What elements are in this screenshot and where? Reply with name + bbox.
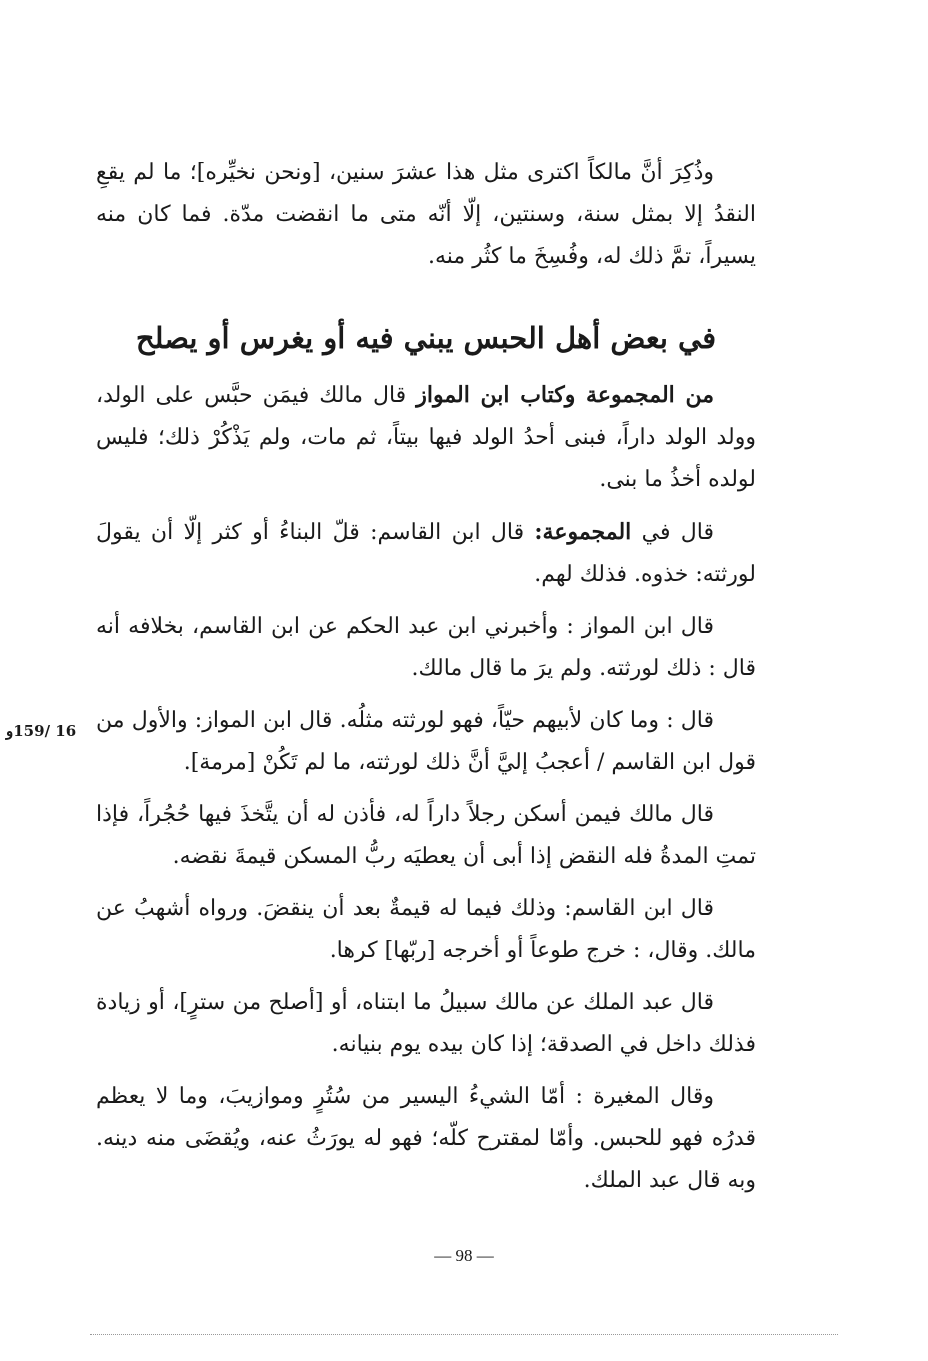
text-section-top [96,152,756,278]
page-number: — 98 — [434,1246,494,1265]
paragraph-7: قال ابن القاسم: وذلك فيما له قيمةٌ بعد أن ينقضَ. ورواه أشهبُ عن مالك. وقال، : خرج طوعاً أو أخرجه [ربّها] كرها. [96,896,756,963]
paragraph-5: قال : وما كان لأبيهم حيّاً، فهو لورثته مثلُه. قال ابن المواز: والأول من قول ابن القاسم / أعجبُ إليَّ أنَّ ذلك لورثته، ما لم تَكُنْ [مرمة]. [96,708,756,775]
paragraph-8: قال عبد الملك عن مالك سبيلُ ما ابتناه، أو [أصلح من سترٍ]، أو زيادة فذلك داخل في الصدقة؛ إذا كان بيده يوم بنيانه. [96,990,756,1057]
paragraph-1: وذُكِرَ أنَّ مالكاً اكترى مثل هذا عشرَ سنين، [ونحن نخيِّره]؛ ما لم يقعِ النقدُ إلا بمثل سنة، وسنتين، إلّا أنّه متى ما انقضت مدّة. فما كان منه يسيراً، تمَّ ذلك له، وفُسِخَ ما كثُر منه. [96,160,756,269]
source-reference: من المجموعة وكتاب ابن المواز [416,382,714,408]
paragraph-3 [96,511,756,596]
paragraph-3-text: قال ابن القاسم: قلّ البناءُ أو كثر إلّا أن يقولَ لورثته: خذوه. فذلك لهم. [96,520,756,587]
scan-artifact-line [90,1334,838,1335]
paragraph-2 [96,374,756,501]
source-reference: المجموعة: [534,519,632,545]
text-section-main [96,374,756,1202]
folio-margin-note: 16 /159و [6,722,77,740]
section-heading: في بعض أهل الحبس يبني فيه أو يغرس أو يصلح [135,321,717,355]
paragraph-2-text: قال مالك فيمَن حبَّس على الولد، وولد الولد داراً، فبنى أحدُ الولد فيها بيتاً، ثم مات، ولم يَذْكُرْ ذلك؛ فليس لولده أخذُ ما بنى. [96,383,756,492]
paragraph-9: وقال المغيرة : أمّا الشيءُ اليسير من سُتُرٍ وموازيبَ، وما لا يعظم قدرُه فهو للحبس. وأمّا لمقترح كلّه؛ فهو له يورَثُ عنه، ويُقضَى منه دينه. وبه قال عبد الملك. [96,1084,756,1193]
paragraph-3-lead: قال في [631,520,715,545]
paragraph-4: قال ابن المواز : وأخبرني ابن عبد الحكم عن ابن القاسم، بخلافه أنه قال : ذلك لورثته. ولم يرَ ما قال مالك. [96,614,756,681]
paragraph-6: قال مالك فيمن أسكن رجلاً داراً له، فأذن له أن يتَّخذَ فيها حُجُراً، فإذا تمتِ المدةُ فله النقض إذا أبى أن يعطيَه ربُّ المسكن قيمةَ نقضه. [96,802,756,869]
